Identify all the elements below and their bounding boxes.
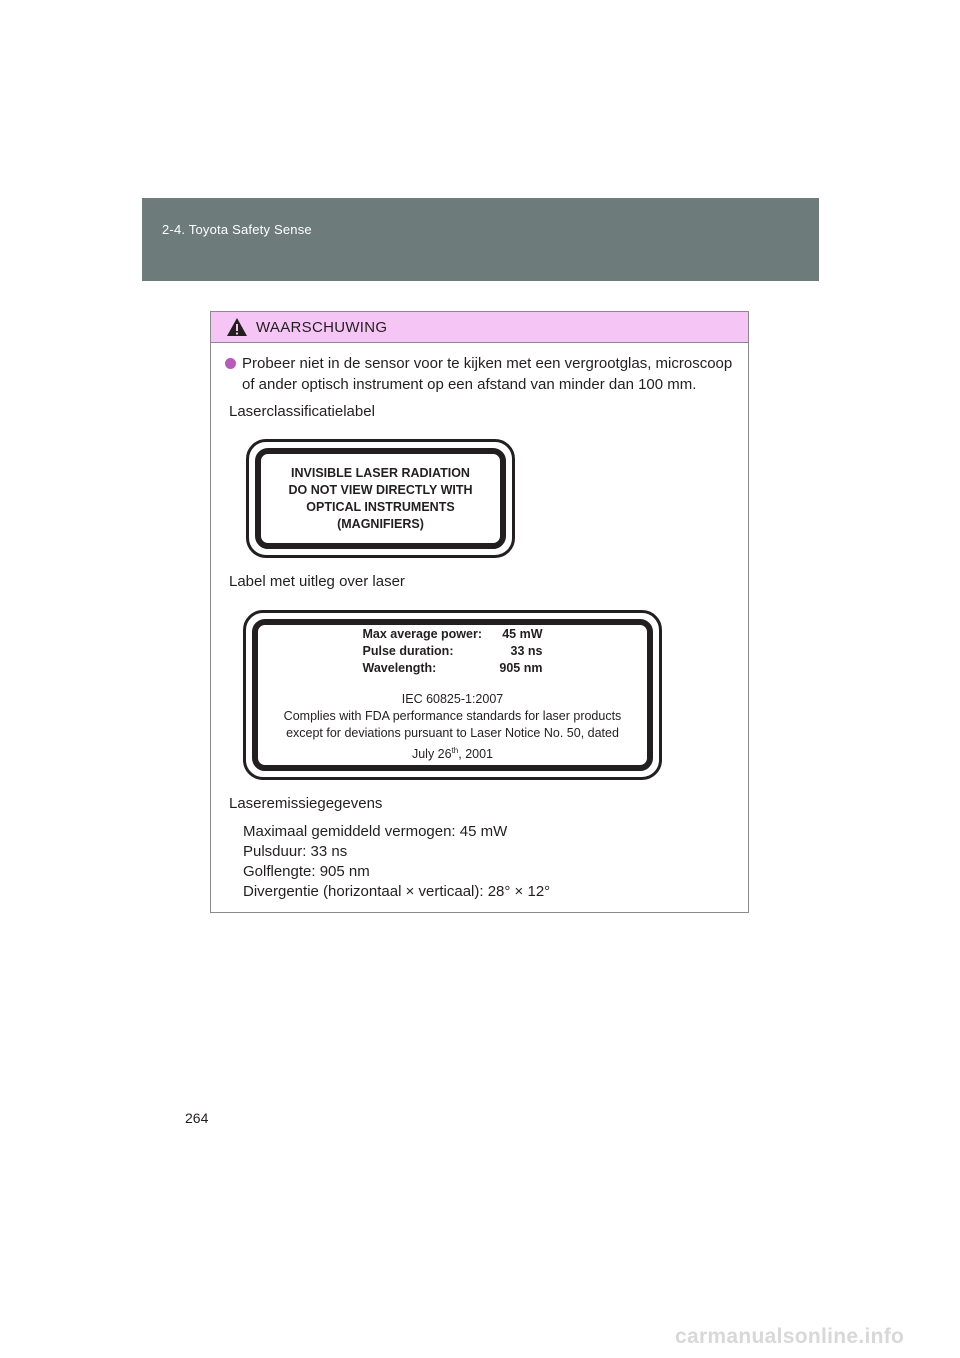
emission-line: Golflengte: 905 nm (243, 863, 370, 880)
laser-explanation-label-inner (252, 619, 653, 771)
warning-header (211, 312, 748, 343)
spec-row (363, 626, 543, 643)
label1-line: INVISIBLE LASER RADIATION (291, 465, 470, 480)
page-number: 264 (185, 1110, 209, 1126)
section-header-bar (142, 198, 819, 281)
warning-box (210, 311, 749, 913)
spec-row (363, 660, 543, 677)
warning-triangle-icon (226, 317, 248, 337)
warning-bullet-text: Probeer niet in de sensor voor te kijken met een vergrootglas, microscoop of ander optisch instrument op een afstand van minder dan 100 mm. (242, 355, 733, 393)
label1-caption: Laserclassificatielabel (229, 403, 375, 420)
spec-key: Pulse duration: (362, 644, 454, 659)
label2-date-end: , 2001 (458, 747, 494, 762)
label2-date-sup: th (451, 746, 459, 756)
watermark: carmanualsonline.info (675, 1325, 905, 1348)
emission-line: Maximaal gemiddeld vermogen: 45 mW (243, 823, 508, 840)
label1-line: (MAGNIFIERS) (337, 516, 424, 531)
spec-value: 905 nm (499, 661, 543, 676)
spec-value: 33 ns (510, 644, 543, 659)
emission-caption: Laseremissiegegevens (229, 795, 383, 812)
spec-row (363, 643, 543, 660)
label2-caption: Label met uitleg over laser (229, 573, 405, 590)
section-title: 2-4. Toyota Safety Sense (162, 222, 312, 237)
label2-date (412, 742, 493, 763)
warning-bullet (225, 353, 745, 395)
laser-classification-label-inner (255, 448, 506, 549)
spec-key: Wavelength: (362, 661, 437, 676)
emission-line: Pulsduur: 33 ns (243, 843, 348, 860)
label2-date-main: July 26 (411, 747, 452, 762)
label2-standard: IEC 60825-1:2007 (401, 692, 504, 707)
bullet-dot-icon (225, 358, 236, 369)
label1-line: OPTICAL INSTRUMENTS (306, 499, 455, 514)
warning-title: WAARSCHUWING (256, 318, 388, 336)
laser-explanation-label (243, 610, 662, 780)
spec-value: 45 mW (502, 627, 543, 642)
laser-classification-label (246, 439, 515, 558)
spec-key: Max average power: (362, 627, 482, 642)
label2-comply-line: except for deviations pursuant to Laser Notice No. 50, dated (286, 726, 619, 741)
emission-line: Divergentie (horizontaal × verticaal): 28° × 12° (243, 883, 551, 900)
label1-line: DO NOT VIEW DIRECTLY WITH (288, 482, 473, 497)
label2-comply-line: Complies with FDA performance standards for laser products (283, 709, 622, 724)
